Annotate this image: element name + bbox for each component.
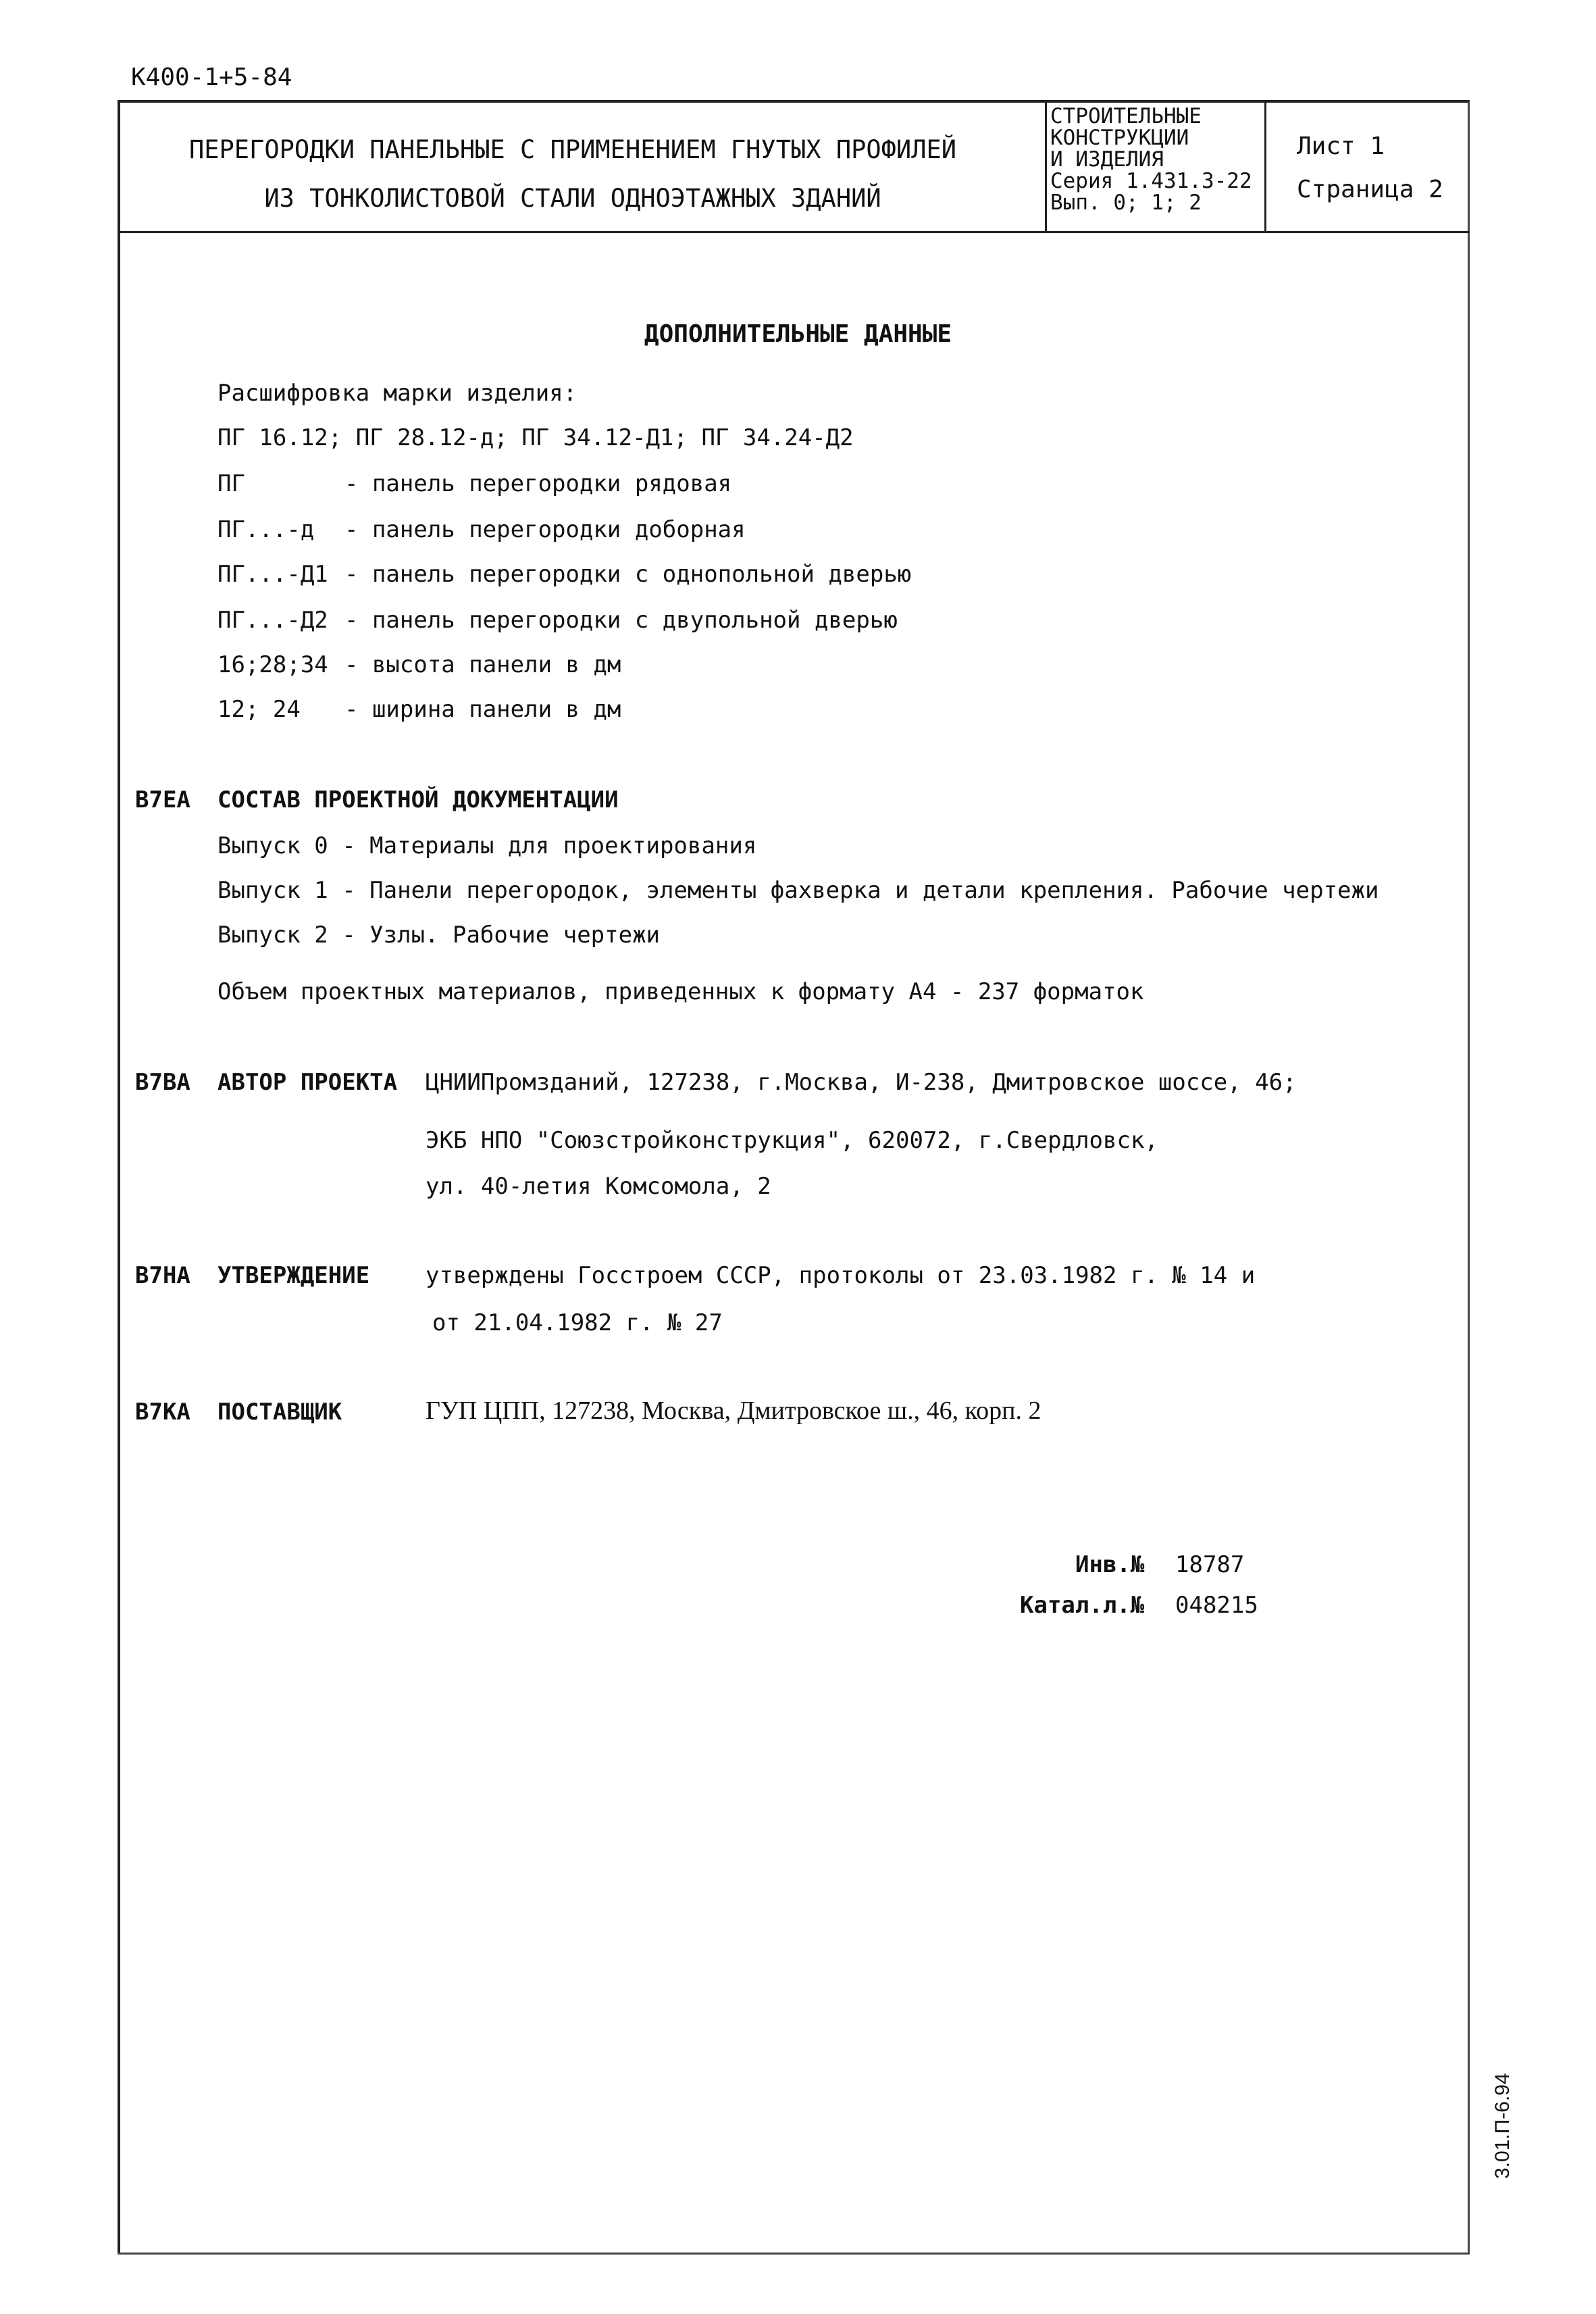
header-divider [118,231,1470,233]
header-title [120,126,1025,223]
series-issues: Вып. 0; 1; 2 [1050,191,1202,215]
decode-row-code: ПГ...-Д1 [217,561,328,588]
supplier-code: В7КА [135,1399,190,1426]
document-code: К400-1+5-84 [131,64,292,91]
approval-line-2: от 21.04.1982 г. № 27 [432,1309,723,1336]
header-series [1050,105,1252,213]
composition-item: Выпуск 2 - Узлы. Рабочие чертежи [217,922,661,949]
author-line-1: ЦНИИПромзданий, 127238, г.Москва, И-238, Дмитровское шоссе, 46; [426,1069,1297,1096]
inventory-value: 18787 [1175,1551,1245,1578]
decode-row-desc: - панель перегородки с двупольной дверью [344,607,898,634]
header-sheet-info [1297,125,1443,211]
decode-row-code: ПГ [217,470,245,497]
sheet-number: Лист 1 [1297,132,1385,160]
decode-row-code: 12; 24 [217,696,301,723]
section-title: ДОПОЛНИТЕЛЬНЫЕ ДАННЫЕ [644,320,952,348]
frame-bottom-line [118,2253,1470,2255]
series-line-2: КОНСТРУКЦИИ [1050,126,1189,150]
author-line-2: ЭКБ НПО "Союзстройконструкция", 620072, г.Свердловск, [426,1127,1158,1154]
author-title: АВТОР ПРОЕКТА [217,1069,398,1096]
decode-row-desc: - высота панели в дм [344,651,621,678]
header-divider-2 [1264,100,1266,232]
supplier-title: ПОСТАВЩИК [217,1399,342,1426]
approval-code: В7НА [135,1262,190,1289]
author-code: В7ВА [135,1069,190,1096]
decode-marks: ПГ 16.12; ПГ 28.12-д; ПГ 34.12-Д1; ПГ 34.24-Д2 [217,424,854,451]
catalog-value: 048215 [1175,1592,1258,1619]
decode-row-code: ПГ...-д [217,516,315,543]
composition-volume: Объем проектных материалов, приведенных к формату А4 - 237 форматок [217,978,1144,1005]
decode-row-code: 16;28;34 [217,651,328,678]
decode-row-desc: - ширина панели в дм [344,696,621,723]
decode-row-desc: - панель перегородки доборная [344,516,746,543]
series-line-3: И ИЗДЕЛИЯ [1050,147,1164,172]
page-number: Страница 2 [1297,176,1443,203]
author-line-3: ул. 40-летия Комсомола, 2 [426,1173,771,1200]
header-title-line-1: ПЕРЕГОРОДКИ ПАНЕЛЬНЫЕ С ПРИМЕНЕНИЕМ ГНУТЫХ ПРОФИЛЕЙ [188,135,957,164]
series-line-1: СТРОИТЕЛЬНЫЕ [1050,104,1202,128]
decode-heading: Расшифровка марки изделия: [217,380,577,407]
approval-line-1: утверждены Госстроем СССР, протоколы от 23.03.1982 г. № 14 и [426,1262,1256,1289]
decode-row-desc: - панель перегородки с однопольной дверью [344,561,912,588]
decode-row-code: ПГ...-Д2 [217,607,328,634]
page-frame [118,100,1470,2253]
inventory-label: Инв.№ [1075,1551,1145,1578]
composition-item: Выпуск 1 - Панели перегородок, элементы фахверка и детали крепления. Рабочие чертежи [217,877,1379,904]
header-divider-1 [1045,100,1047,232]
supplier-text: ГУП ЦПП, 127238, Москва, Дмитровское ш., 46, корп. 2 [426,1397,1041,1425]
composition-code: В7ЕА [135,786,190,813]
decode-row-desc: - панель перегородки рядовая [344,470,732,497]
approval-title: УТВЕРЖДЕНИЕ [217,1262,370,1289]
composition-title: СОСТАВ ПРОЕКТНОЙ ДОКУМЕНТАЦИИ [217,786,619,813]
header-title-line-2: ИЗ ТОНКОЛИСТОВОЙ СТАЛИ ОДНОЭТАЖНЫХ ЗДАНИЙ [264,184,881,213]
composition-item: Выпуск 0 - Материалы для проектирования [217,832,757,859]
series-number: Серия 1.431.3-22 [1050,169,1252,193]
catalog-label: Катал.л.№ [1020,1592,1145,1619]
vertical-stamp: 3.01.П-6.94 [1491,2073,1514,2179]
